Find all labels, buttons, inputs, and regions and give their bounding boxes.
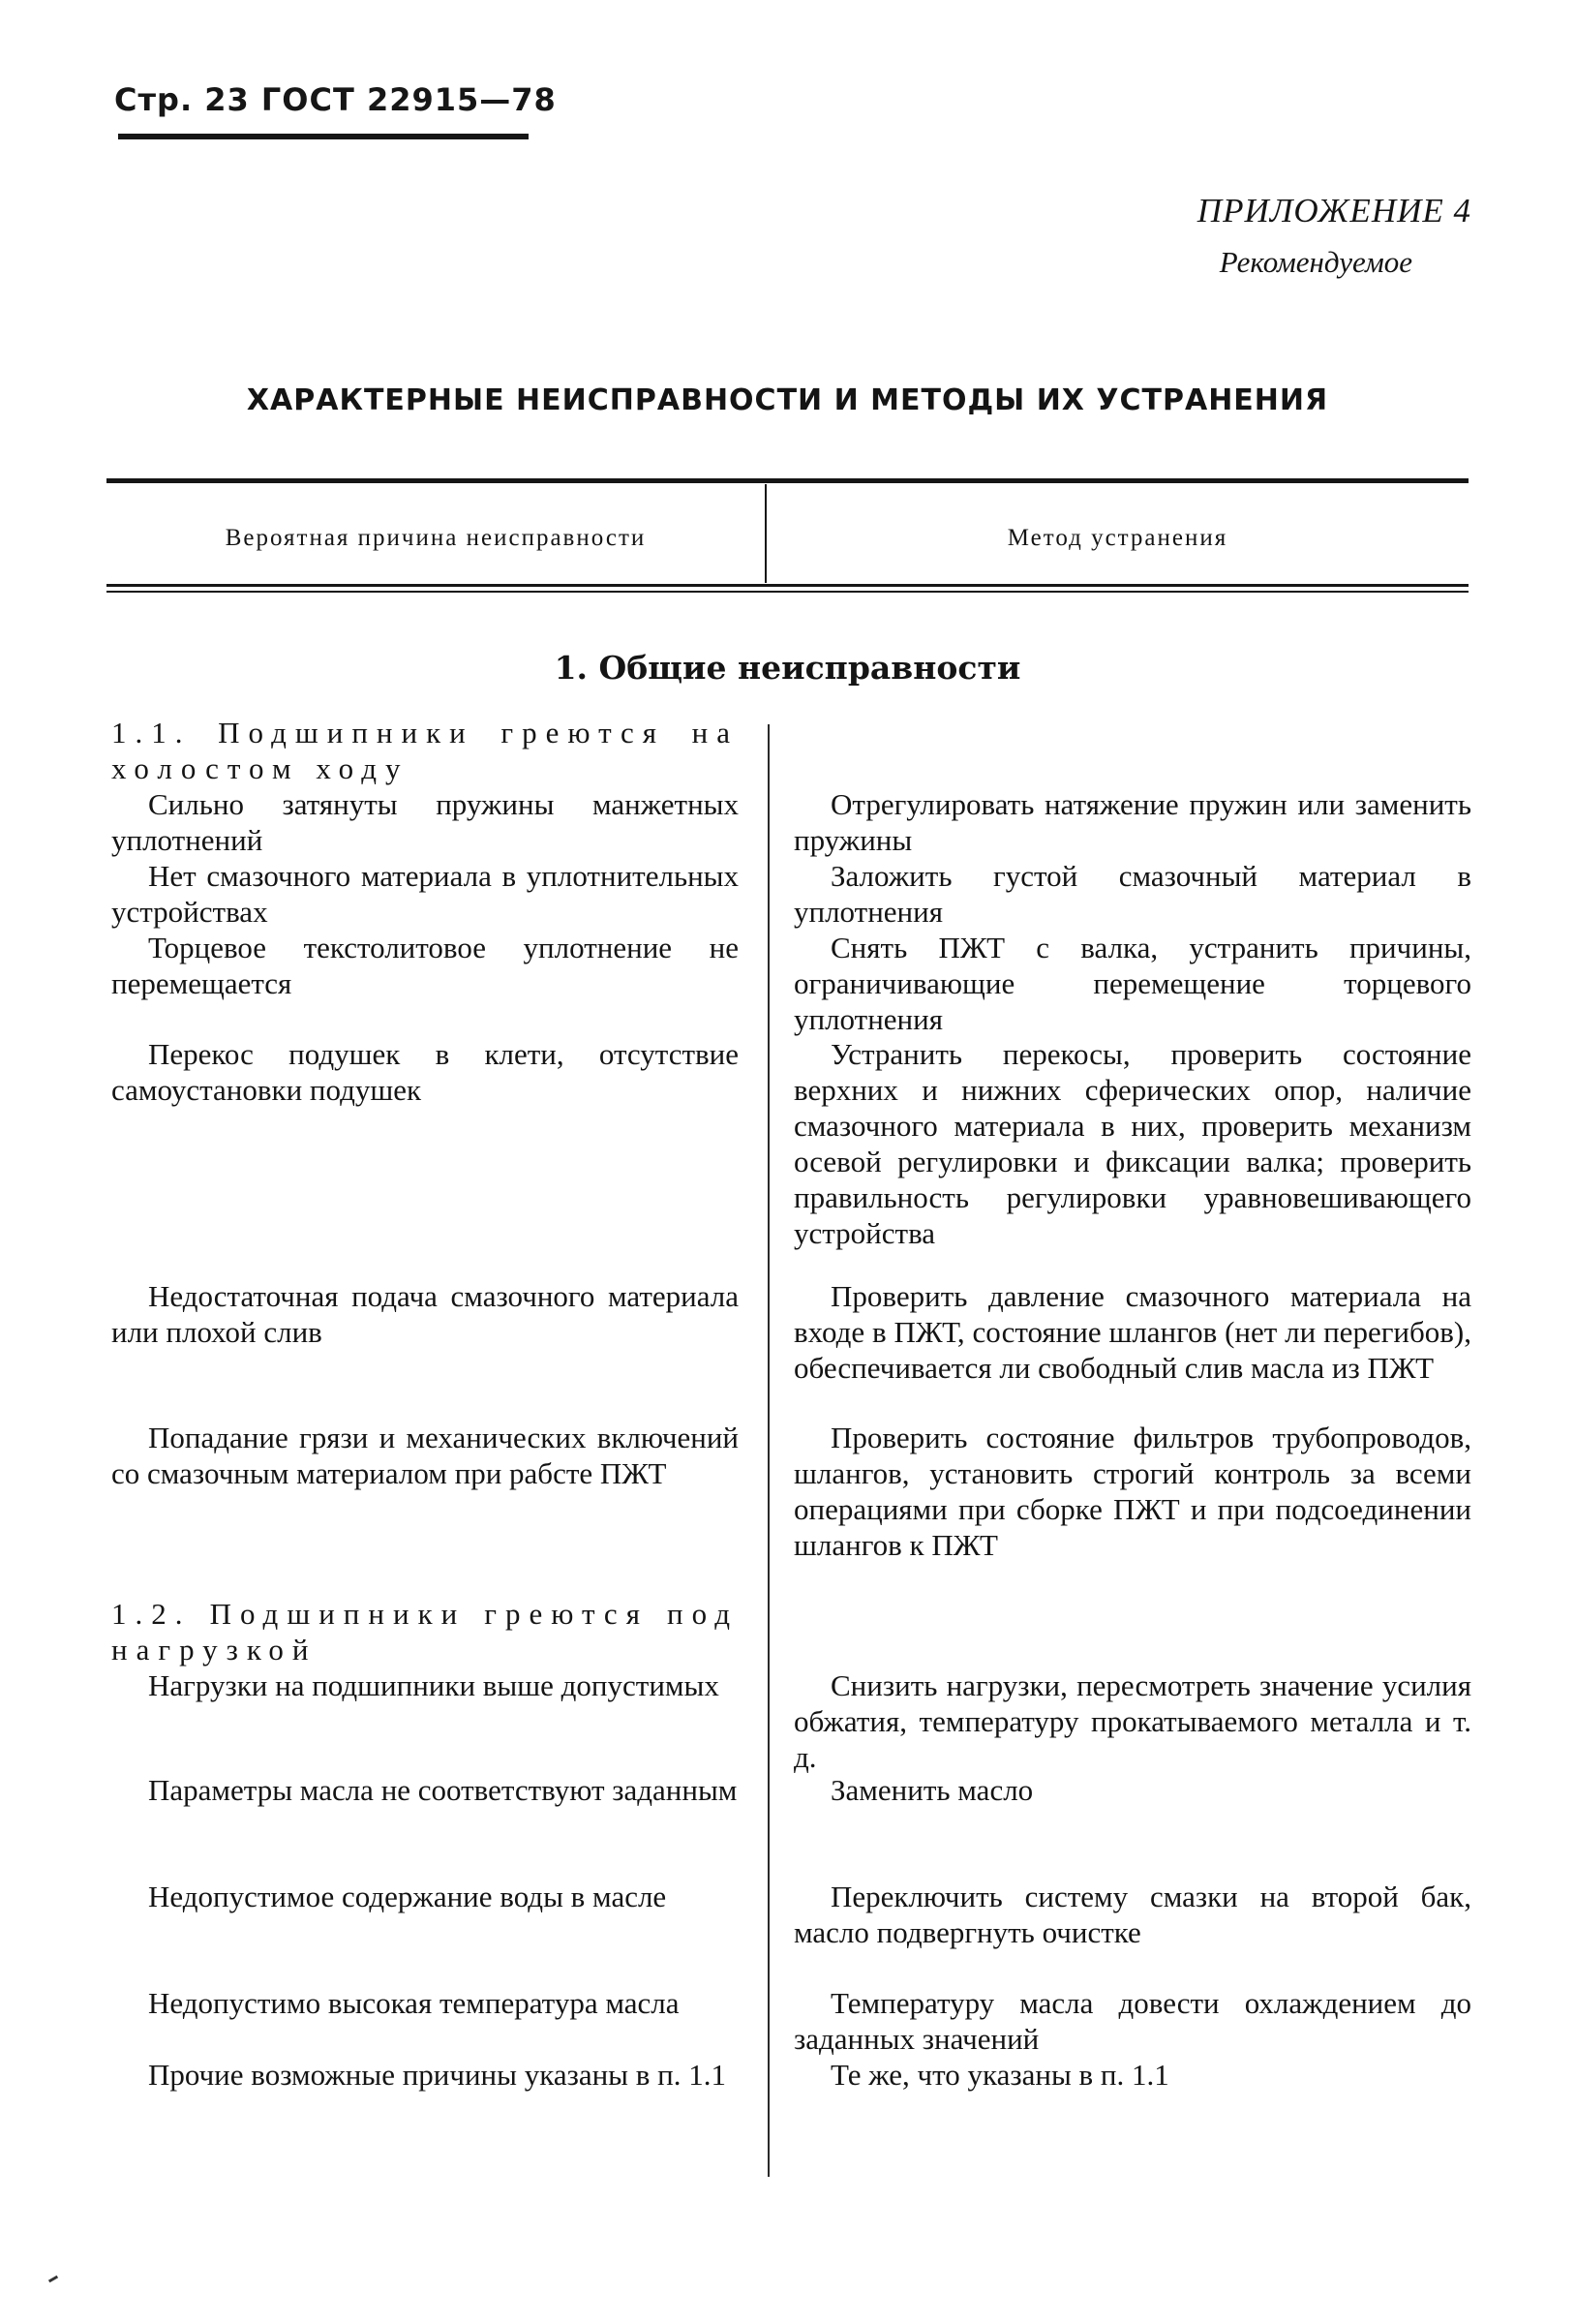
cause-text: Параметры масла не соответствуют заданным xyxy=(148,1773,738,1807)
method-text: Заменить масло xyxy=(831,1773,1034,1807)
table-row-cause xyxy=(111,1772,739,1808)
method-text: Температуру масла довести охлаждением до заданных значений xyxy=(794,1986,1471,2056)
method-text: Заложить густой смазочный материал в уплотнения xyxy=(794,859,1471,929)
method-text: Снять ПЖТ с валка, устранить причины, ограничивающие перемещение торцевого уплотнения xyxy=(794,931,1471,1036)
method-text: Те же, что указаны в п. 1.1 xyxy=(831,2058,1169,2092)
method-text: Устранить перекосы, проверить состояние верхних и нижних сферических опор, наличие смазочного материала в них, проверить механизм осевой регулировки и фиксации валка; проверить правильность регулировки уравновешивающего устройства xyxy=(794,1037,1471,1250)
cause-text: Прочие возможные причины указаны в п. 1.1 xyxy=(148,2058,726,2092)
table-row-cause xyxy=(111,1278,739,1350)
table-row-cause xyxy=(111,2057,739,2093)
table-header-rule-double xyxy=(106,591,1469,593)
cause-text: Нет смазочного материала в уплотнительных устройствах xyxy=(111,859,739,929)
method-text: Проверить состояние фильтров трубопроводов, шлангов, установить строгий контроль за всеми операциями при сборке ПЖТ и при подсоединении шлангов к ПЖТ xyxy=(794,1421,1471,1562)
column-header-method: Метод устранения xyxy=(1007,525,1228,551)
table-row-cause xyxy=(111,786,739,858)
table-row-cause xyxy=(111,1985,739,2021)
running-head-rule xyxy=(118,134,529,139)
cause-text: Нагрузки на подшипники выше допустимых xyxy=(148,1668,719,1702)
cause-text: Недопустимо высокая температура масла xyxy=(148,1986,680,2020)
table-row-method xyxy=(794,1879,1471,1950)
document-title: ХАРАКТЕРНЫЕ НЕИСПРАВНОСТИ И МЕТОДЫ ИХ УСТРАНЕНИЯ xyxy=(246,383,1329,417)
subsection-heading-1-1: 1.1. Подшипники греются на холостом ходу xyxy=(111,716,739,785)
table-top-rule xyxy=(106,478,1469,483)
scan-mark xyxy=(48,2276,58,2283)
cause-text: Перекос подушек в клети, отсутствие самоустановки подушек xyxy=(111,1037,739,1107)
appendix-status: Рекомендуемое xyxy=(1219,245,1412,279)
table-header-rule xyxy=(106,584,1469,587)
table-row-method xyxy=(794,1772,1471,1808)
table-row-method xyxy=(794,1420,1471,1563)
method-text: Проверить давление смазочного материала на входе в ПЖТ, состояние шлангов (нет ли перегибов), обеспечивается ли свободный слив масла из ПЖТ xyxy=(794,1279,1471,1385)
table-row-method xyxy=(794,786,1471,858)
table-row-method xyxy=(794,1278,1471,1386)
table-row-cause xyxy=(111,1420,739,1491)
section-title: 1. Общие неисправности xyxy=(554,649,1021,687)
subsection-heading-1-2: 1.2. Подшипники греются под нагрузкой xyxy=(111,1597,739,1667)
table-row-cause xyxy=(111,858,739,930)
running-head: Стр. 23 ГОСТ 22915—78 xyxy=(114,81,557,118)
cause-text: Торцевое текстолитовое уплотнение не перемещается xyxy=(111,931,739,1000)
table-row-method xyxy=(794,930,1471,1037)
method-text: Снизить нагрузки, пересмотреть значение усилия обжатия, температуру прокатываемого металла и т. д. xyxy=(794,1668,1471,1774)
cause-text: Недопустимое содержание воды в масле xyxy=(148,1880,667,1913)
table-column-divider xyxy=(768,724,770,2177)
table-row-method xyxy=(794,1036,1471,1251)
method-text: Переключить систему смазки на второй бак, масло подвергнуть очистке xyxy=(794,1880,1471,1949)
table-row-cause xyxy=(111,1879,739,1914)
column-header-cause: Вероятная причина неисправности xyxy=(225,525,647,551)
cause-text: Сильно затянуты пружины манжетных уплотнений xyxy=(111,787,739,857)
appendix-number: ПРИЛОЖЕНИЕ 4 xyxy=(1196,192,1471,229)
table-row-cause xyxy=(111,1036,739,1108)
cause-text: Попадание грязи и механических включений со смазочным материалом при рабсте ПЖТ xyxy=(111,1421,739,1490)
table-row-method xyxy=(794,858,1471,930)
table-row-method xyxy=(794,1667,1471,1775)
table-row-method xyxy=(794,1985,1471,2057)
method-text: Отрегулировать натяжение пружин или заменить пружины xyxy=(794,787,1471,857)
cause-text: Недостаточная подача смазочного материала или плохой слив xyxy=(111,1279,739,1349)
table-row-cause xyxy=(111,1667,739,1703)
table-row-method xyxy=(794,2057,1471,2093)
table-row-cause xyxy=(111,930,739,1001)
